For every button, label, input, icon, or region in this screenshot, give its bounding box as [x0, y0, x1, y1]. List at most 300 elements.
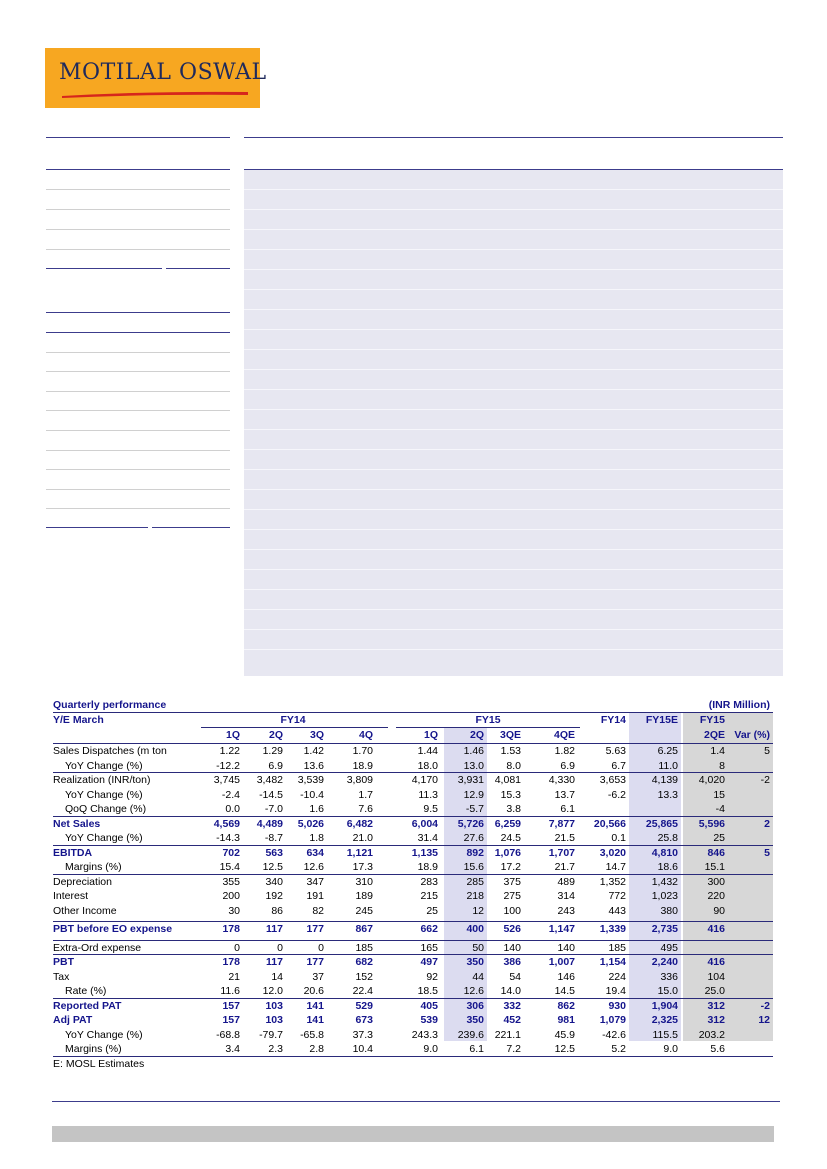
table-cell: 12.5: [262, 861, 283, 873]
table-cell: 285: [466, 875, 484, 888]
table-rule: [53, 921, 773, 922]
row-label: Net Sales: [53, 817, 101, 830]
table-cell: 165: [420, 941, 438, 954]
table-rule: [53, 772, 773, 773]
table-cell: 1,904: [651, 999, 678, 1012]
table-cell: 1.53: [500, 745, 521, 757]
table-rule: [53, 954, 773, 955]
table-cell: 1.42: [303, 745, 324, 757]
table-cell: 243: [557, 904, 575, 917]
table-cell: 8: [719, 759, 725, 772]
table-cell: 177: [306, 923, 324, 935]
row-label: Realization (INR/ton): [53, 774, 151, 786]
table-cell: 9.0: [663, 1043, 678, 1055]
row-label: Interest: [53, 890, 89, 902]
table-cell: 224: [608, 970, 626, 983]
sidebar-rule: [46, 209, 230, 210]
table-cell: 4,020: [698, 774, 725, 786]
table-cell: 5.63: [605, 745, 626, 757]
table-cell: 892: [466, 846, 484, 859]
row-label: Adj PAT: [53, 1014, 93, 1026]
sidebar-rule: [46, 430, 230, 431]
table-cell: 1,135: [411, 846, 438, 859]
row-label: Rate (%): [65, 985, 107, 997]
table-cell: 5,596: [698, 817, 725, 830]
table-cell: 3.8: [506, 803, 521, 815]
table-cell: -8.7: [264, 832, 283, 844]
col-fy15-sub: 2QE: [703, 729, 725, 741]
table-cell: 117: [266, 923, 283, 935]
table-cell: 6.9: [268, 759, 283, 772]
table-cell: 336: [660, 970, 678, 983]
table-cell: 15.6: [463, 861, 484, 873]
table-cell: 862: [557, 999, 575, 1012]
table-cell: 18.0: [417, 759, 438, 772]
table-cell: 13.3: [657, 788, 678, 801]
table-cell: 1.22: [219, 745, 240, 757]
table-cell: 846: [707, 846, 725, 859]
table-cell: 673: [355, 1014, 373, 1026]
table-cell: 18.9: [352, 759, 373, 772]
table-cell: 563: [265, 846, 283, 859]
table-cell: 400: [466, 923, 484, 935]
table-cell: -5.7: [465, 803, 484, 815]
table-cell: -65.8: [300, 1028, 324, 1041]
table-cell: 300: [707, 875, 725, 888]
table-cell: 2,735: [651, 923, 678, 935]
table-cell: 12: [758, 1014, 770, 1026]
table-cell: -2.4: [221, 788, 240, 801]
table-cell: 6.1: [560, 803, 575, 815]
table-cell: 178: [222, 956, 240, 968]
table-cell: 1,339: [599, 923, 626, 935]
table-cell: 1,076: [494, 846, 521, 859]
table-cell: 3,020: [599, 846, 626, 859]
table-cell: 0: [234, 941, 240, 954]
table-cell: 772: [608, 890, 626, 902]
table-cell: 31.4: [417, 832, 438, 844]
table-cell: 220: [707, 890, 725, 902]
table-cell: 25.8: [657, 832, 678, 844]
table-cell: 11.6: [220, 985, 240, 997]
row-label: Margins (%): [65, 861, 122, 873]
sidebar-rule: [46, 410, 230, 411]
table-cell: 350: [466, 1014, 484, 1026]
table-cell: 489: [557, 875, 575, 888]
table-cell: 15: [713, 788, 725, 801]
table-cell: 1,352: [599, 875, 626, 888]
table-cell: 157: [222, 999, 240, 1012]
table-rule: [53, 940, 773, 941]
table-cell: -42.6: [602, 1028, 626, 1041]
table-rule: [53, 816, 773, 817]
table-cell: 185: [355, 941, 373, 954]
table-cell: 18.9: [417, 861, 438, 873]
table-cell: 22.4: [352, 985, 373, 997]
sidebar-rule: [46, 312, 230, 313]
row-label: YoY Change (%): [65, 788, 143, 801]
quarter-header: 4QE: [553, 729, 575, 741]
sidebar-rule: [46, 508, 230, 509]
row-label: Tax: [53, 970, 70, 983]
table-cell: 634: [306, 846, 324, 859]
table-cell: 4,330: [548, 774, 575, 786]
col-fy15e: FY15E: [645, 714, 678, 726]
row-label: YoY Change (%): [65, 832, 143, 844]
table-cell: 347: [306, 875, 324, 888]
quarterly-performance-table: [53, 698, 773, 1072]
table-cell: -4: [715, 803, 725, 815]
row-label: PBT before EO expense: [53, 923, 173, 935]
table-cell: 239.6: [457, 1028, 484, 1041]
table-cell: 20.6: [303, 985, 324, 997]
sidebar-rule: [46, 332, 230, 333]
sidebar-rule: [46, 249, 230, 250]
table-cell: 2: [764, 817, 770, 830]
sidebar-rule: [46, 391, 230, 392]
table-cell: 14.5: [554, 985, 575, 997]
table-cell: 9.5: [423, 803, 438, 815]
table-cell: 662: [420, 923, 438, 935]
table-cell: 405: [420, 999, 438, 1012]
table-cell: 4,569: [213, 817, 240, 830]
sidebar-rule: [46, 189, 230, 190]
row-label: EBITDA: [53, 846, 93, 859]
table-cell: 185: [608, 941, 626, 954]
table-cell: 1.29: [262, 745, 283, 757]
table-cell: 386: [503, 956, 521, 968]
table-cell: 104: [707, 970, 725, 983]
logo-text: MOTILAL OSWAL: [59, 60, 267, 85]
quarter-header: 3QE: [499, 729, 521, 741]
table-cell: 4,489: [256, 817, 283, 830]
table-cell: 0: [318, 941, 324, 954]
table-cell: 18.6: [657, 861, 678, 873]
table-cell: 21: [228, 970, 240, 983]
table-cell: 1.44: [417, 745, 438, 757]
quarter-header: 2Q: [469, 729, 484, 741]
table-cell: 37: [312, 970, 324, 983]
table-cell: 11.3: [418, 788, 438, 801]
table-cell: 243.3: [411, 1028, 438, 1041]
table-cell: 375: [503, 875, 521, 888]
table-rule: [53, 874, 773, 875]
row-label: Sales Dispatches (m ton: [53, 745, 167, 757]
table-cell: 1.7: [358, 788, 373, 801]
table-cell: 5: [764, 846, 770, 859]
main-top-rule: [244, 137, 783, 138]
table-cell: -6.2: [607, 788, 626, 801]
table-cell: 13.7: [554, 788, 575, 801]
table-cell: 21.0: [352, 832, 373, 844]
table-cell: 350: [466, 956, 484, 968]
table-cell: 17.3: [352, 861, 373, 873]
table-cell: 306: [466, 999, 484, 1012]
footer-rule: [52, 1101, 780, 1102]
table-cell: 103: [265, 999, 283, 1012]
table-cell: 1.46: [463, 745, 484, 757]
sidebar-rule: [46, 489, 230, 490]
table-cell: 4,170: [411, 774, 438, 786]
row-label: Extra-Ord expense: [53, 941, 142, 954]
table-cell: 54: [509, 970, 521, 983]
table-cell: 189: [355, 890, 373, 902]
table-cell: 4,081: [494, 774, 521, 786]
table-cell: 12: [472, 904, 484, 917]
table-cell: 50: [472, 941, 484, 954]
table-cell: 24.5: [500, 832, 521, 844]
table-cell: 310: [355, 875, 373, 888]
table-cell: 8.0: [506, 759, 521, 772]
footer-bar: [52, 1126, 774, 1142]
row-label: YoY Change (%): [65, 759, 143, 772]
table-cell: 13.0: [463, 759, 484, 772]
table-cell: 1.6: [309, 803, 324, 815]
table-cell: 0: [277, 941, 283, 954]
table-cell: 12.6: [463, 985, 484, 997]
sidebar-rule: [46, 229, 230, 230]
table-cell: 5,726: [457, 817, 484, 830]
table-cell: 416: [707, 956, 725, 968]
main-content-panel: [244, 169, 783, 676]
table-cell: 682: [355, 956, 373, 968]
table-cell: 17.2: [500, 861, 521, 873]
table-cell: 1,432: [651, 875, 678, 888]
table-cell: 3,653: [599, 774, 626, 786]
table-cell: 14.7: [605, 861, 626, 873]
table-cell: 283: [420, 875, 438, 888]
table-cell: 5.6: [710, 1043, 725, 1055]
table-cell: 30: [228, 904, 240, 917]
table-cell: -14.3: [216, 832, 240, 844]
row-label: Margins (%): [65, 1043, 122, 1055]
col-var: Var (%): [734, 729, 770, 741]
table-cell: 4,139: [651, 774, 678, 786]
table-cell: 44: [472, 970, 484, 983]
table-cell: -14.5: [259, 788, 283, 801]
table-cell: 117: [266, 956, 283, 968]
table-title: Quarterly performance: [53, 699, 167, 711]
table-cell: 0.1: [611, 832, 626, 844]
table-cell: 215: [420, 890, 438, 902]
table-cell: 1,121: [346, 846, 373, 859]
table-cell: 12.6: [303, 861, 324, 873]
table-cell: 1.8: [309, 832, 324, 844]
table-cell: 2.8: [309, 1043, 324, 1055]
table-cell: 6,482: [346, 817, 373, 830]
table-cell: 6.25: [657, 745, 678, 757]
table-cell: 930: [608, 999, 626, 1012]
table-cell: 45.9: [554, 1028, 575, 1041]
table-cell: 3,745: [213, 774, 240, 786]
table-cell: 1.4: [710, 745, 725, 757]
table-cell: -79.7: [259, 1028, 283, 1041]
row-label: Depreciation: [53, 875, 112, 888]
table-cell: 981: [557, 1014, 575, 1026]
row-label: PBT: [53, 956, 74, 968]
table-cell: 2,240: [651, 956, 678, 968]
table-cell: 443: [608, 904, 626, 917]
table-cell: 92: [426, 970, 438, 983]
table-cell: 5.2: [611, 1043, 626, 1055]
table-cell: 14: [271, 970, 283, 983]
table-cell: 103: [265, 1014, 283, 1026]
col-fy14-annual: FY14: [600, 714, 626, 726]
table-cell: 312: [707, 1014, 725, 1026]
table-cell: 312: [707, 999, 725, 1012]
table-cell: 25: [713, 832, 725, 844]
sidebar-rule: [46, 169, 230, 170]
table-cell: 340: [265, 875, 283, 888]
table-cell: 90: [713, 904, 725, 917]
table-cell: 25,865: [645, 817, 678, 830]
table-cell: 146: [557, 970, 575, 983]
table-cell: 221.1: [494, 1028, 521, 1041]
table-cell: 191: [306, 890, 324, 902]
table-cell: -12.2: [216, 759, 240, 772]
table-cell: 1.82: [554, 745, 575, 757]
sidebar-rule: [46, 137, 230, 138]
table-cell: 21.7: [554, 861, 575, 873]
table-cell: 15.0: [657, 985, 678, 997]
table-cell: 86: [271, 904, 283, 917]
table-cell: 12.5: [554, 1043, 575, 1055]
table-cell: 18.5: [417, 985, 438, 997]
year-label: Y/E March: [53, 714, 104, 726]
logo-swoosh-icon: [60, 89, 250, 99]
table-cell: 141: [306, 1014, 324, 1026]
sidebar-rule: [46, 469, 230, 470]
table-cell: -2: [760, 774, 770, 786]
table-cell: 867: [355, 923, 373, 935]
table-cell: 1,079: [599, 1014, 626, 1026]
table-cell: 200: [222, 890, 240, 902]
table-cell: 19.4: [605, 985, 626, 997]
quarter-header: 1Q: [423, 729, 438, 741]
table-cell: 37.3: [352, 1028, 373, 1041]
table-cell: 10.4: [352, 1043, 373, 1055]
table-cell: 11.0: [658, 759, 678, 772]
table-cell: 21.5: [554, 832, 575, 844]
table-cell: 141: [306, 999, 324, 1012]
company-logo: [45, 48, 267, 108]
table-cell: -2: [760, 999, 770, 1012]
table-cell: 9.0: [423, 1043, 438, 1055]
table-cell: 6,259: [494, 817, 521, 830]
table-cell: 6,004: [411, 817, 438, 830]
table-cell: 115.5: [652, 1028, 678, 1041]
group-fy15: FY15: [475, 714, 501, 726]
table-cell: 203.2: [698, 1028, 725, 1041]
table-cell: 1,707: [548, 846, 575, 859]
table-unit: (INR Million): [708, 699, 770, 711]
table-cell: 2,325: [651, 1014, 678, 1026]
table-cell: 100: [503, 904, 521, 917]
table-cell: 5: [764, 745, 770, 757]
table-cell: 15.3: [500, 788, 521, 801]
table-cell: 0.0: [225, 803, 240, 815]
table-cell: 529: [355, 999, 373, 1012]
table-cell: 702: [222, 846, 240, 859]
table-cell: 140: [557, 941, 575, 954]
table-cell: 539: [420, 1014, 438, 1026]
table-cell: 20,566: [593, 817, 626, 830]
group-fy14: FY14: [280, 714, 306, 726]
table-cell: 3,931: [457, 774, 484, 786]
table-cell: 12.9: [463, 788, 484, 801]
table-cell: 7.6: [358, 803, 373, 815]
table-cell: 7,877: [548, 817, 575, 830]
table-cell: 2.3: [268, 1043, 283, 1055]
table-cell: 355: [222, 875, 240, 888]
table-cell: 6.1: [469, 1043, 484, 1055]
table-cell: 25.0: [704, 985, 725, 997]
table-cell: 497: [420, 956, 438, 968]
sidebar-rule: [46, 371, 230, 372]
table-footnote: E: MOSL Estimates: [53, 1057, 145, 1070]
table-cell: 1,147: [548, 923, 575, 935]
table-cell: 27.6: [463, 832, 484, 844]
row-label: QoQ Change (%): [65, 803, 147, 815]
table-cell: 1,007: [548, 956, 575, 968]
table-rule: [53, 845, 773, 846]
table-cell: -68.8: [216, 1028, 240, 1041]
table-cell: 192: [265, 890, 283, 902]
row-label: Reported PAT: [53, 999, 122, 1012]
table-cell: 3,482: [256, 774, 283, 786]
table-cell: 82: [312, 904, 324, 917]
table-cell: 15.1: [704, 861, 725, 873]
table-cell: 3,809: [346, 774, 373, 786]
table-cell: 3.4: [225, 1043, 240, 1055]
row-label: Other Income: [53, 904, 117, 917]
table-cell: 526: [503, 923, 521, 935]
table-rule: [53, 1056, 773, 1057]
quarter-header: 1Q: [225, 729, 240, 741]
table-cell: 7.2: [506, 1043, 521, 1055]
table-cell: 140: [503, 941, 521, 954]
sidebar-rule: [46, 450, 230, 451]
table-cell: 380: [660, 904, 678, 917]
table-cell: 13.6: [303, 759, 324, 772]
table-rule: [53, 998, 773, 999]
table-cell: 218: [466, 890, 484, 902]
table-cell: 5,026: [297, 817, 324, 830]
table-cell: 6.7: [611, 759, 626, 772]
table-cell: 314: [557, 890, 575, 902]
table-cell: 1,154: [599, 956, 626, 968]
table-cell: 4,810: [651, 846, 678, 859]
col-fy15-top: FY15: [699, 714, 725, 726]
table-cell: 157: [222, 1014, 240, 1026]
quarter-header: 3Q: [309, 729, 324, 741]
table-cell: 416: [707, 923, 725, 935]
table-cell: 3,539: [297, 774, 324, 786]
row-label: YoY Change (%): [65, 1028, 143, 1041]
table-cell: -7.0: [264, 803, 283, 815]
table-cell: 332: [503, 999, 521, 1012]
table-cell: -10.4: [300, 788, 324, 801]
table-cell: 14.0: [500, 985, 521, 997]
table-cell: 12.0: [262, 985, 283, 997]
table-cell: 1,023: [651, 890, 678, 902]
table-cell: 1.70: [352, 745, 373, 757]
table-cell: 15.4: [219, 861, 240, 873]
quarter-header: 2Q: [268, 729, 283, 741]
table-cell: 275: [503, 890, 521, 902]
table-cell: 152: [355, 970, 373, 983]
table-cell: 25: [426, 904, 438, 917]
